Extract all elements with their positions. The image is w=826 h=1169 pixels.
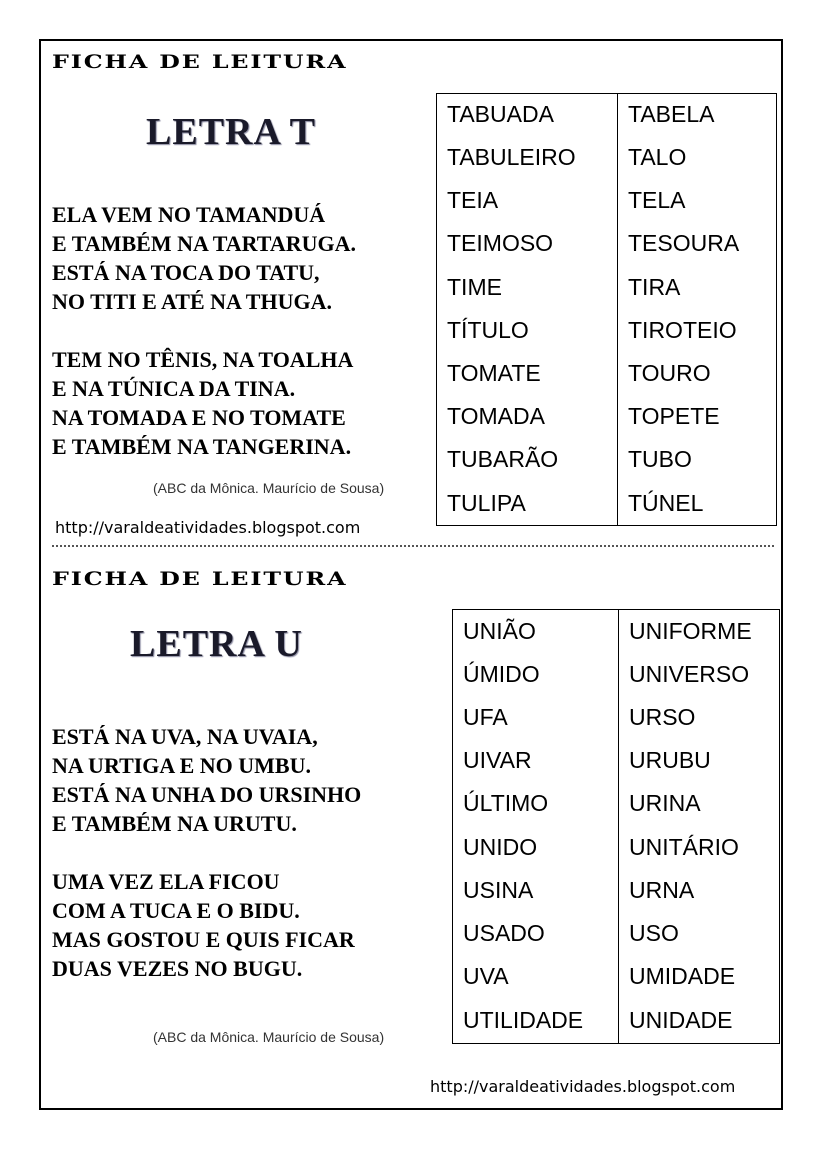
word-column-right bbox=[619, 610, 779, 1043]
url-link-t[interactable]: http://varaldeatividades.blogspot.com bbox=[55, 518, 361, 537]
citation-u: (ABC da Mônica. Maurício de Sousa) bbox=[153, 1029, 385, 1045]
ficha-title-u: FICHA DE LEITURA bbox=[52, 568, 348, 590]
word-item: TALO bbox=[628, 144, 687, 170]
poem-line: E TAMBÉM NA URUTU. bbox=[52, 811, 297, 836]
word-column-right bbox=[618, 94, 776, 525]
word-item: TUBARÃO bbox=[447, 446, 559, 472]
poem-line: E TAMBÉM NA TANGERINA. bbox=[52, 434, 352, 459]
poem-line: ESTÁ NA TOCA DO TATU, bbox=[52, 260, 320, 285]
word-item: UTILIDADE bbox=[463, 1007, 584, 1033]
poem-line: COM A TUCA E O BIDU. bbox=[52, 898, 300, 923]
poem-line: UMA VEZ ELA FICOU bbox=[52, 869, 280, 894]
citation-t: (ABC da Mônica. Maurício de Sousa) bbox=[153, 480, 385, 496]
word-item: UNITÁRIO bbox=[629, 834, 739, 860]
word-column-left bbox=[437, 94, 618, 525]
word-item: TIROTEIO bbox=[628, 317, 737, 343]
word-item: URSO bbox=[629, 704, 696, 730]
poem-line: ESTÁ NA UNHA DO URSINHO bbox=[52, 782, 362, 807]
word-item: TABUADA bbox=[447, 101, 554, 127]
word-item: UNIDADE bbox=[629, 1007, 733, 1033]
poem-line: ELA VEM NO TAMANDUÁ bbox=[52, 202, 326, 227]
word-item: TEIMOSO bbox=[447, 230, 554, 256]
word-item: TABULEIRO bbox=[447, 144, 576, 170]
poem-line: NO TITI E ATÉ NA THUGA. bbox=[52, 289, 332, 314]
word-item: UMIDADE bbox=[629, 963, 736, 989]
letter-title-u: LETRA U bbox=[130, 623, 303, 665]
word-item: USO bbox=[629, 920, 679, 946]
poem-line: NA URTIGA E NO UMBU. bbox=[52, 753, 311, 778]
word-item: TUBO bbox=[628, 446, 692, 472]
poem-line: E NA TÚNICA DA TINA. bbox=[52, 376, 296, 401]
word-item: UFA bbox=[463, 704, 508, 730]
stanza-gap bbox=[52, 838, 361, 867]
word-item: UNIFORME bbox=[629, 618, 752, 644]
word-item: TÍTULO bbox=[447, 317, 529, 343]
poem-line: TEM NO TÊNIS, NA TOALHA bbox=[52, 347, 354, 372]
word-item: UNIÃO bbox=[463, 618, 536, 644]
word-item: TULIPA bbox=[447, 490, 526, 516]
word-item: TOPETE bbox=[628, 403, 720, 429]
word-item: TÚNEL bbox=[628, 490, 704, 516]
word-item: ÚLTIMO bbox=[463, 790, 549, 816]
word-item: TEIA bbox=[447, 187, 499, 213]
poem-u bbox=[52, 722, 361, 983]
poem-line: DUAS VEZES NO BUGU. bbox=[52, 956, 303, 981]
ficha-title-t: FICHA DE LEITURA bbox=[52, 51, 348, 73]
url-link-u[interactable]: http://varaldeatividades.blogspot.com bbox=[430, 1077, 736, 1096]
word-item: TIME bbox=[447, 274, 502, 300]
poem-line: NA TOMADA E NO TOMATE bbox=[52, 405, 346, 430]
word-table-t bbox=[436, 93, 777, 526]
poem-t bbox=[52, 200, 356, 461]
word-item: TOURO bbox=[628, 360, 711, 386]
word-item: TABELA bbox=[628, 101, 715, 127]
word-item: USADO bbox=[463, 920, 545, 946]
word-item: URUBU bbox=[629, 747, 711, 773]
word-item: TIRA bbox=[628, 274, 681, 300]
word-item: UNIVERSO bbox=[629, 661, 750, 687]
word-item: ÚMIDO bbox=[463, 661, 540, 687]
word-item: URINA bbox=[629, 790, 701, 816]
letter-title-t: LETRA T bbox=[146, 111, 316, 153]
word-item: UVA bbox=[463, 963, 509, 989]
section-divider bbox=[52, 545, 774, 547]
word-item: TESOURA bbox=[628, 230, 740, 256]
stanza-gap bbox=[52, 316, 356, 345]
word-item: URNA bbox=[629, 877, 695, 903]
word-item: UNIDO bbox=[463, 834, 538, 860]
word-item: TOMADA bbox=[447, 403, 545, 429]
word-table-u bbox=[452, 609, 780, 1044]
word-item: TOMATE bbox=[447, 360, 541, 386]
word-item: USINA bbox=[463, 877, 534, 903]
poem-line: E TAMBÉM NA TARTARUGA. bbox=[52, 231, 356, 256]
poem-line: ESTÁ NA UVA, NA UVAIA, bbox=[52, 724, 318, 749]
word-item: UIVAR bbox=[463, 747, 532, 773]
word-item: TELA bbox=[628, 187, 686, 213]
poem-line: MAS GOSTOU E QUIS FICAR bbox=[52, 927, 355, 952]
word-column-left bbox=[453, 610, 619, 1043]
